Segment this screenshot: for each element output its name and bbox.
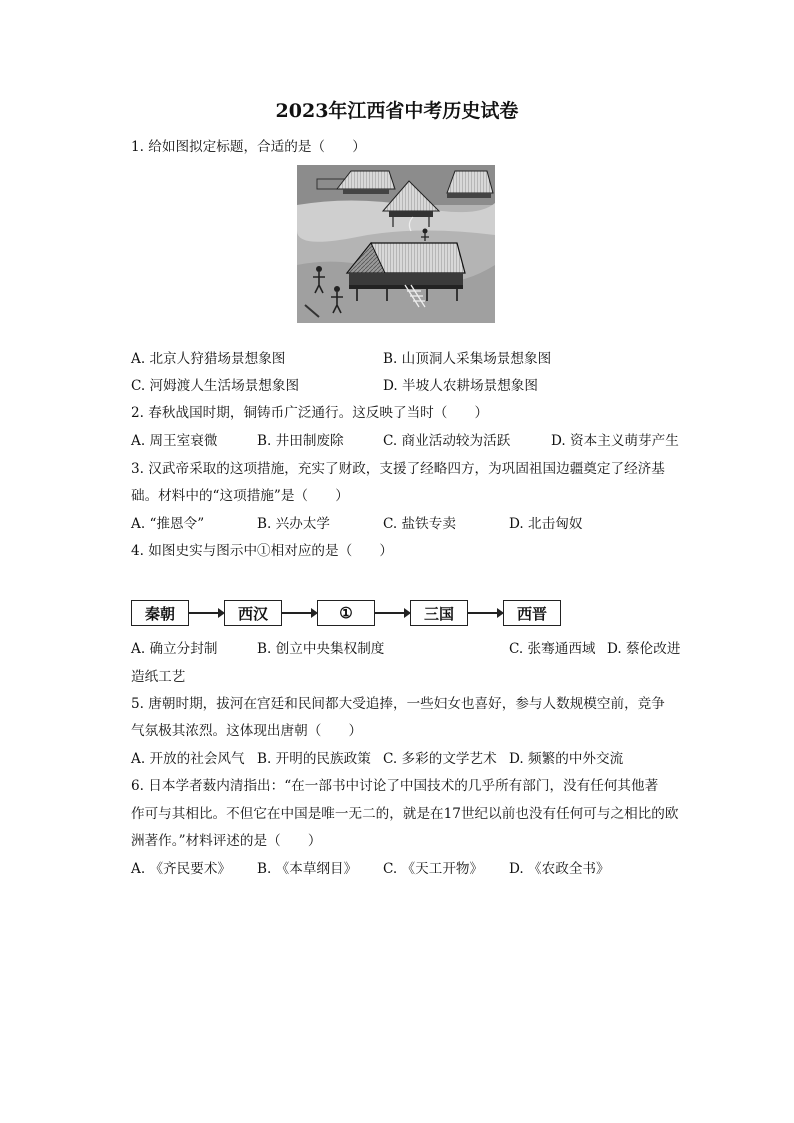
exam-title: 2023年江西省中考历史试卷 [275,100,519,122]
q3-option-d[interactable]: D. 北击匈奴 [509,516,583,532]
q4-option-d[interactable]: D. 蔡伦改进 [607,641,681,657]
q6-stem-line3: 洲著作。”材料评述的是（ ） [131,833,322,849]
q5-option-b[interactable]: B. 开明的民族政策 [257,751,371,767]
q4-stem: 4. 如图史实与图示中①相对应的是（ ） [131,543,393,559]
q2-option-c[interactable]: C. 商业活动较为活跃 [383,433,511,449]
dynasty-flow-diagram [131,598,563,630]
q6-option-d[interactable]: D. 《农政全书》 [509,861,610,877]
q5-option-c[interactable]: C. 多彩的文学艺术 [383,751,497,767]
q1-option-b[interactable]: B. 山顶洞人采集场景想象图 [383,351,552,367]
q1-option-c[interactable]: C. 河姆渡人生活场景想象图 [131,378,300,394]
q3-option-a[interactable]: A. “推恩令” [131,516,205,532]
q3-option-b[interactable]: B. 兴办太学 [257,516,331,532]
flow-box-blank-1: ① [317,600,375,626]
q3-stem-line2: 础。材料中的“这项措施”是（ ） [131,488,349,504]
q6-stem-line2: 作可与其相比。不但它在中国是唯一无二的，就是在17世纪以前也没有任何可与之相比的欧 [131,806,679,822]
flow-box-three-kingdoms: 三国 [410,600,468,626]
q2-option-d[interactable]: D. 资本主义萌芽产生 [551,433,679,449]
q4-option-a[interactable]: A. 确立分封制 [131,641,218,657]
q5-option-a[interactable]: A. 开放的社会风气 [131,751,245,767]
q4-option-b[interactable]: B. 创立中央集权制度 [257,641,385,657]
q6-option-c[interactable]: C. 《天工开物》 [383,861,484,877]
q3-option-c[interactable]: C. 盐铁专卖 [383,516,456,532]
flow-arrow-2 [282,612,316,614]
flow-box-qin: 秦朝 [131,600,189,626]
q4-option-d-continued: 造纸工艺 [131,669,186,685]
q1-stem: 1. 给如图拟定标题，合适的是（ ） [131,139,366,155]
q1-option-d[interactable]: D. 半坡人农耕场景想象图 [383,378,538,394]
q6-stem-line1: 6. 日本学者薮内清指出：“在一部书中讨论了中国技术的几乎所有部门，没有任何其他著 [131,778,659,794]
q5-option-d[interactable]: D. 频繁的中外交流 [509,751,624,767]
flow-arrow-1 [189,612,223,614]
flow-box-western-han: 西汉 [224,600,282,626]
q6-option-b[interactable]: B. 《本草纲目》 [257,861,358,877]
flow-arrow-3 [375,612,409,614]
q1-option-a[interactable]: A. 北京人狩猎场景想象图 [131,351,286,367]
hemudu-stilt-house-illustration [297,165,495,323]
flow-arrow-4 [468,612,502,614]
q6-option-a[interactable]: A. 《齐民要术》 [131,861,232,877]
q5-stem-line2: 气氛极其浓烈。这体现出唐朝（ ） [131,723,363,739]
q2-option-a[interactable]: A. 周王室衰微 [131,433,218,449]
flow-box-western-jin: 西晋 [503,600,561,626]
q5-stem-line1: 5. 唐朝时期，拔河在宫廷和民间都大受追捧，一些妇女也喜好，参与人数规模空前，竞争 [131,696,665,712]
q2-option-b[interactable]: B. 井田制废除 [257,433,344,449]
q4-option-c[interactable]: C. 张骞通西域 [509,641,596,657]
q3-stem-line1: 3. 汉武帝采取的这项措施，充实了财政，支援了经略四方，为巩固祖国边疆奠定了经济基 [131,461,665,477]
q2-stem: 2. 春秋战国时期，铜铸币广泛通行。这反映了当时（ ） [131,405,489,421]
